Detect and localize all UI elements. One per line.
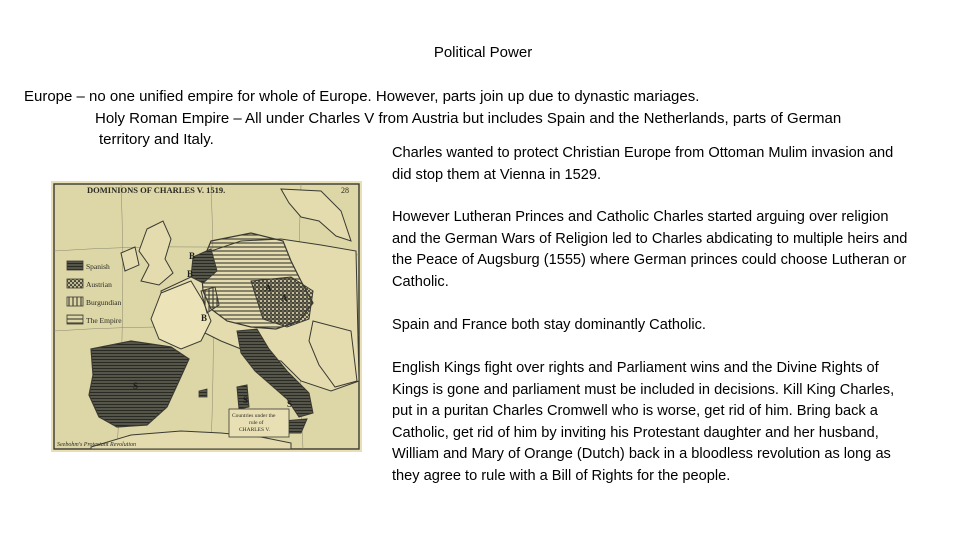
paragraph-lutheran: However Lutheran Princes and Catholic Charles started arguing over religion and the German Wars of Religion led to Charles abdicating to multiple heirs and the Peace of Augsburg (1555) where German princes could choose Lutheran or Catholic. (392, 209, 908, 290)
map-title: DOMINIONS OF CHARLES V. 1519. (87, 185, 226, 195)
legend-label-burgundian: Burgundian (86, 298, 122, 307)
region-letter-s-1: S (133, 381, 139, 391)
map-credit: Seebohm's Protestant Revolution (57, 442, 137, 448)
legend-swatch-spanish (67, 261, 83, 270)
region-letter-b-3: B (201, 313, 208, 323)
intro-line-2: Holy Roman Empire – All under Charles V from Austria but includes Spain and the Netherlands, parts of German (95, 110, 842, 127)
region-letter-a-2: A (281, 293, 288, 303)
paragraph-ottoman: Charles wanted to protect Christian Europe from Ottoman Mulim invasion and did stop them at Vienna in 1529. (392, 145, 894, 183)
map-inset-caption-2: rule of (249, 420, 264, 426)
paragraph-english-kings: English Kings fight over rights and Parliament wins and the Divine Rights of Kings is gone and parliament must be included in decisions. Kill King Charles, put in a puritan Charles Cromwell who is worse, get rid of him. Bring back a Catholic, get rid of him by inviting his Protestant daughter and her husband, William and Mary of Orange (Dutch) back in a bloodless revolution as long as they agree to rule with a Bill of Rights for the people. (392, 360, 895, 484)
map-dominions-of-charles-v (51, 181, 362, 452)
slide-title: Political Power (433, 44, 533, 61)
intro-line-1: Europe – no one unified empire for whole of Europe. However, parts join up due to dynastic mariages. (24, 88, 700, 105)
region-letter-s-3: S (287, 399, 293, 409)
paragraph-spain-france: Spain and France both stay dominantly Catholic. (392, 317, 706, 333)
legend-swatch-empire (67, 315, 83, 324)
map-inset-caption-1: Countries under the (232, 413, 276, 419)
region-letter-b-1: B (189, 251, 196, 261)
intro-line-3: territory and Italy. (99, 131, 214, 148)
map-page-number: 28 (341, 186, 349, 195)
map-inset-caption-3: CHARLES V. (239, 427, 270, 433)
legend-label-austrian: Austrian (86, 280, 112, 289)
legend-swatch-burgundian (67, 297, 83, 306)
region-letter-s-2: S (243, 395, 249, 405)
legend-label-spanish: Spanish (86, 262, 110, 271)
legend-swatch-austrian (67, 279, 83, 288)
region-letter-a-1: A (265, 283, 272, 293)
region-letter-b-2: B (187, 269, 194, 279)
legend-label-empire: The Empire (86, 316, 122, 325)
